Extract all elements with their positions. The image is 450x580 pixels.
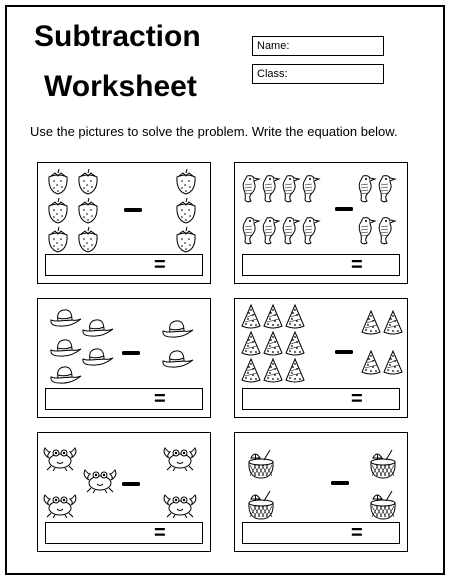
coconut-drink-icon xyxy=(371,491,395,519)
seahorse-icon xyxy=(283,218,299,244)
answer-box[interactable] xyxy=(45,388,203,410)
minus-sign xyxy=(335,207,353,211)
worksheet-title-line2: Worksheet xyxy=(44,70,197,103)
cowboy-hat-icon xyxy=(51,367,81,383)
answer-box[interactable] xyxy=(45,522,203,544)
seahorse-icon xyxy=(263,176,279,202)
problem-card-shells xyxy=(234,298,408,418)
seahorse-icon xyxy=(283,176,299,202)
equals-sign: = xyxy=(351,388,363,410)
coconut-drink-icon xyxy=(249,491,273,519)
seahorse-icon xyxy=(379,176,395,202)
name-field-label: Name: xyxy=(257,40,290,52)
instructions-text: Use the pictures to solve the problem. Write the equation below. xyxy=(30,124,398,139)
seahorse-icon xyxy=(303,218,319,244)
seashell-icon xyxy=(286,359,304,382)
strawberry-icon xyxy=(79,227,97,252)
seashell-icon xyxy=(286,305,304,328)
equals-sign: = xyxy=(154,388,166,410)
cowboy-hat-icon xyxy=(163,351,193,367)
worksheet-title-line1: Subtraction xyxy=(34,20,201,53)
minus-sign xyxy=(122,351,140,355)
seashell-icon xyxy=(242,359,260,382)
seahorse-icon xyxy=(243,176,259,202)
minus-sign xyxy=(124,208,142,212)
answer-box[interactable] xyxy=(45,254,203,276)
minus-sign xyxy=(335,350,353,354)
crab-icon xyxy=(84,470,116,493)
crab-icon xyxy=(44,448,76,471)
seashell-icon xyxy=(384,351,402,374)
equals-sign: = xyxy=(351,522,363,544)
seashell-icon xyxy=(264,332,282,355)
seashell-icon xyxy=(362,351,380,374)
coconut-drink-icon xyxy=(371,450,395,478)
answer-box[interactable] xyxy=(242,388,400,410)
strawberry-icon xyxy=(177,169,195,194)
crab-icon xyxy=(164,495,196,518)
problem-card-seahorses xyxy=(234,162,408,284)
seashell-icon xyxy=(264,359,282,382)
cowboy-hat-icon xyxy=(51,340,81,356)
cowboy-hat-icon xyxy=(83,349,113,365)
problem-card-coconut-drinks xyxy=(234,432,408,552)
problem-card-crabs xyxy=(37,432,211,552)
answer-box[interactable] xyxy=(242,522,400,544)
cowboy-hat-icon xyxy=(51,310,81,326)
equals-sign: = xyxy=(154,522,166,544)
seahorse-icon xyxy=(379,218,395,244)
strawberry-icon xyxy=(177,227,195,252)
equals-sign: = xyxy=(351,254,363,276)
seahorse-icon xyxy=(359,218,375,244)
strawberry-icon xyxy=(177,198,195,223)
seashell-icon xyxy=(242,305,260,328)
crab-icon xyxy=(164,448,196,471)
seahorse-icon xyxy=(263,218,279,244)
seashell-icon xyxy=(264,305,282,328)
minus-sign xyxy=(331,481,349,485)
strawberry-icon xyxy=(79,198,97,223)
seashell-icon xyxy=(286,332,304,355)
seahorse-icon xyxy=(243,218,259,244)
crab-icon xyxy=(44,495,76,518)
cowboy-hat-icon xyxy=(83,320,113,336)
coconut-drink-icon xyxy=(249,450,273,478)
problem-card-hats xyxy=(37,298,211,418)
seahorse-icon xyxy=(303,176,319,202)
answer-box[interactable] xyxy=(242,254,400,276)
cowboy-hat-icon xyxy=(163,321,193,337)
name-field[interactable] xyxy=(252,36,384,56)
seahorse-icon xyxy=(359,176,375,202)
minus-sign xyxy=(122,482,140,486)
class-field-label: Class: xyxy=(257,68,288,80)
seashell-icon xyxy=(362,311,380,334)
seashell-icon xyxy=(384,311,402,334)
strawberry-icon xyxy=(49,227,67,252)
class-field[interactable] xyxy=(252,64,384,84)
equals-sign: = xyxy=(154,254,166,276)
strawberry-icon xyxy=(49,198,67,223)
strawberry-icon xyxy=(79,169,97,194)
seashell-icon xyxy=(242,332,260,355)
strawberry-icon xyxy=(49,169,67,194)
problem-card-strawberries xyxy=(37,162,211,284)
